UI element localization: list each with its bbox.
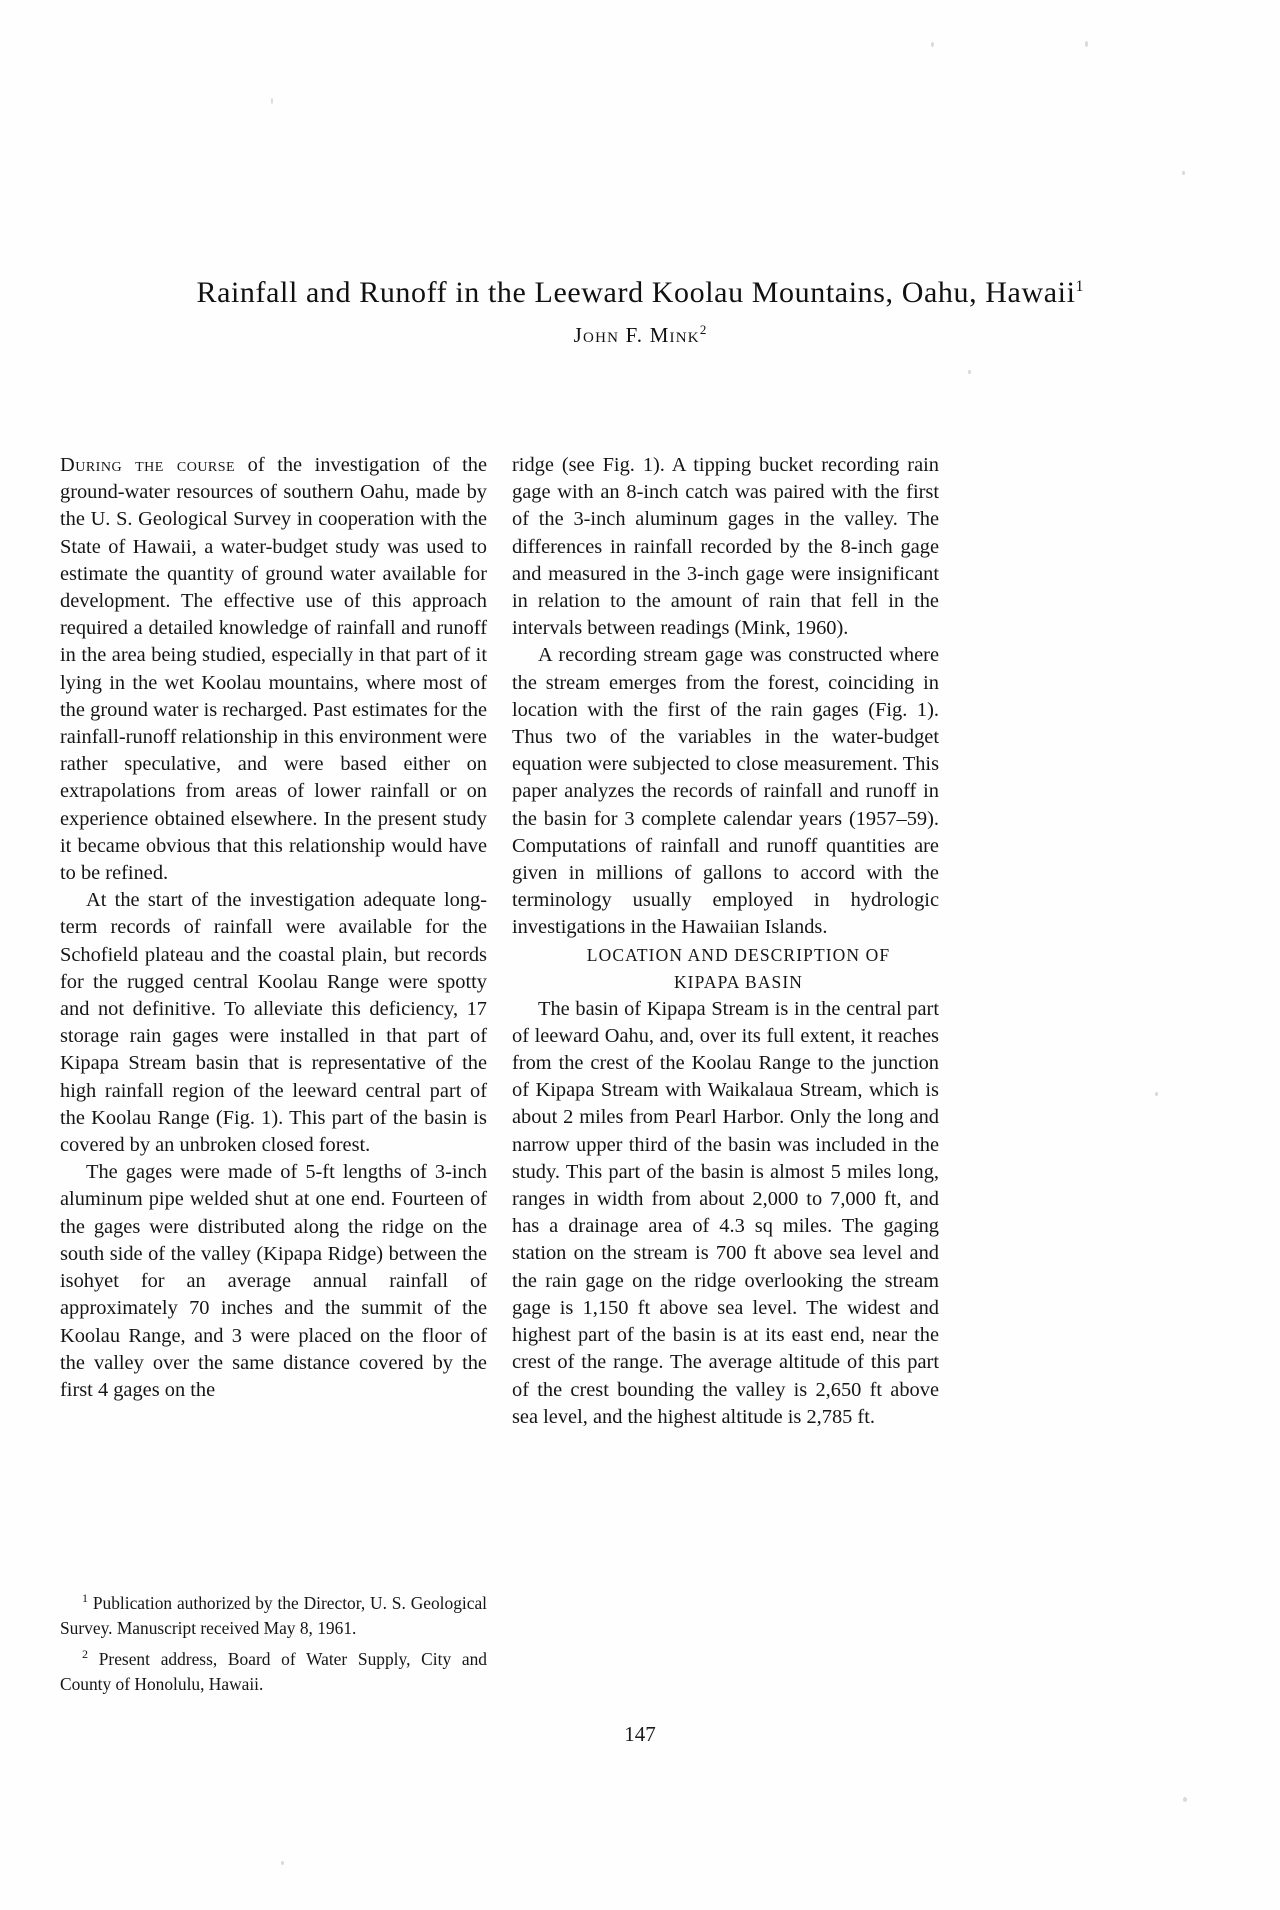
paragraph: [60, 452, 487, 887]
section-heading-line-2: KIPAPA BASIN: [673, 971, 804, 992]
section-heading: [512, 942, 939, 996]
footnote-item: [60, 1586, 487, 1642]
body-column-left: [60, 452, 487, 1404]
footnotes-block: [60, 1586, 487, 1698]
section-heading-line-1: LOCATION AND DESCRIPTION OF: [586, 944, 891, 965]
paragraph: At the start of the investigation adequate long-term records of rainfall were available for the Schofield plateau and the coastal plain, but records for the rugged central Koolau Range were spotty and not definitive. To alleviate this deficiency, 17 storage rain gages were installed in that part of Kipapa Stream basin that is representative of the high rainfall region of the leeward central part of the Koolau Range (Fig. 1). This part of the basin is covered by an unbroken closed forest.: [60, 889, 487, 1157]
author-footnote-marker: 2: [699, 322, 707, 337]
page-content: [60, 0, 1220, 1910]
footnote-text: Publication authorized by the Director, U. S. Geological Survey. Manuscript received May 8, 1961.: [60, 1592, 487, 1639]
footnote-marker: 1: [82, 1591, 88, 1605]
paragraph: The gages were made of 5-ft lengths of 3-inch aluminum pipe welded shut at one end. Fourteen of the gages were distributed along the ridge on the south side of the valley (Kipapa Ridge) between the isohyet for an average annual rainfall of approximately 70 inches and the summit of the Koolau Range, and 3 were placed on the floor of the valley over the same distance covered by the first 4 gages on the: [60, 1161, 487, 1401]
author-name: John F. Mink: [573, 323, 700, 347]
paragraph-opening-smallcaps: During the course: [60, 454, 236, 476]
body-column-right: [512, 452, 939, 1431]
page-title: [60, 268, 1220, 312]
footnote-text: Present address, Board of Water Supply, City and County of Honolulu, Hawaii.: [60, 1648, 487, 1695]
paragraph: The basin of Kipapa Stream is in the central part of leeward Oahu, and, over its full extent, it reaches from the crest of the Koolau Range to the junction of Kipapa Stream with Waikalaua Stream, which is about 2 miles from Pearl Harbor. Only the long and narrow upper third of the basin was included in the study. This part of the basin is almost 5 miles long, ranges in width from about 2,000 to 7,000 ft, and has a drainage area of 4.3 sq miles. The gaging station on the stream is 700 ft above sea level and the rain gage on the ridge overlooking the stream gage is 1,150 ft above sea level. The widest and highest part of the basin is at its east end, near the crest of the range. The average altitude of this part of the crest bounding the valley is 2,650 ft above sea level, and the highest altitude is 2,785 ft.: [512, 997, 939, 1428]
footnote-item: [60, 1642, 487, 1698]
paragraph-text: of the investigation of the ground-water resources of southern Oahu, made by the U. S. Geological Survey in cooperation with the State of Hawaii, a water-budget study was used to estimate the quantity of ground water available for development. The effective use of this approach required a detailed knowledge of rainfall and runoff in the area being studied, especially in that part of it lying in the wet Koolau mountains, where most of the ground water is recharged. Past estimates for the rainfall-runoff relationship in this environment were rather speculative, and were based either on extrapolations from areas of lower rainfall or on experience obtained elsewhere. In the present study it became obvious that this relationship would have to be refined.: [60, 454, 487, 885]
paragraph: ridge (see Fig. 1). A tipping bucket recording rain gage with an 8-inch catch was paired with the first of the 3-inch aluminum gages in the valley. The differences in rainfall recorded by the 8-inch gage and measured in the 3-inch gage were insignificant in relation to the amount of rain that fell in the intervals between readings (Mink, 1960).: [512, 454, 939, 640]
page-number: 147: [624, 1722, 656, 1746]
footnote-marker: 2: [82, 1646, 88, 1661]
title-footnote-marker: 1: [1075, 278, 1084, 296]
title-text: Rainfall and Runoff in the Leeward Koolau Mountains, Oahu, Hawaii: [196, 276, 1076, 310]
paragraph: A recording stream gage was constructed where the stream emerges from the forest, coinciding in location with the first of the rain gages (Fig. 1). Thus two of the variables in the water-budget equation were subjected to close measurement. This paper analyzes the records of rainfall and runoff in the basin for 3 complete calendar years (1957–59). Computations of rainfall and runoff quantities are given in millions of gallons to accord with the terminology usually employed in hydrologic investigations in the Hawaiian Islands.: [512, 644, 939, 939]
author-byline: [60, 316, 1220, 349]
